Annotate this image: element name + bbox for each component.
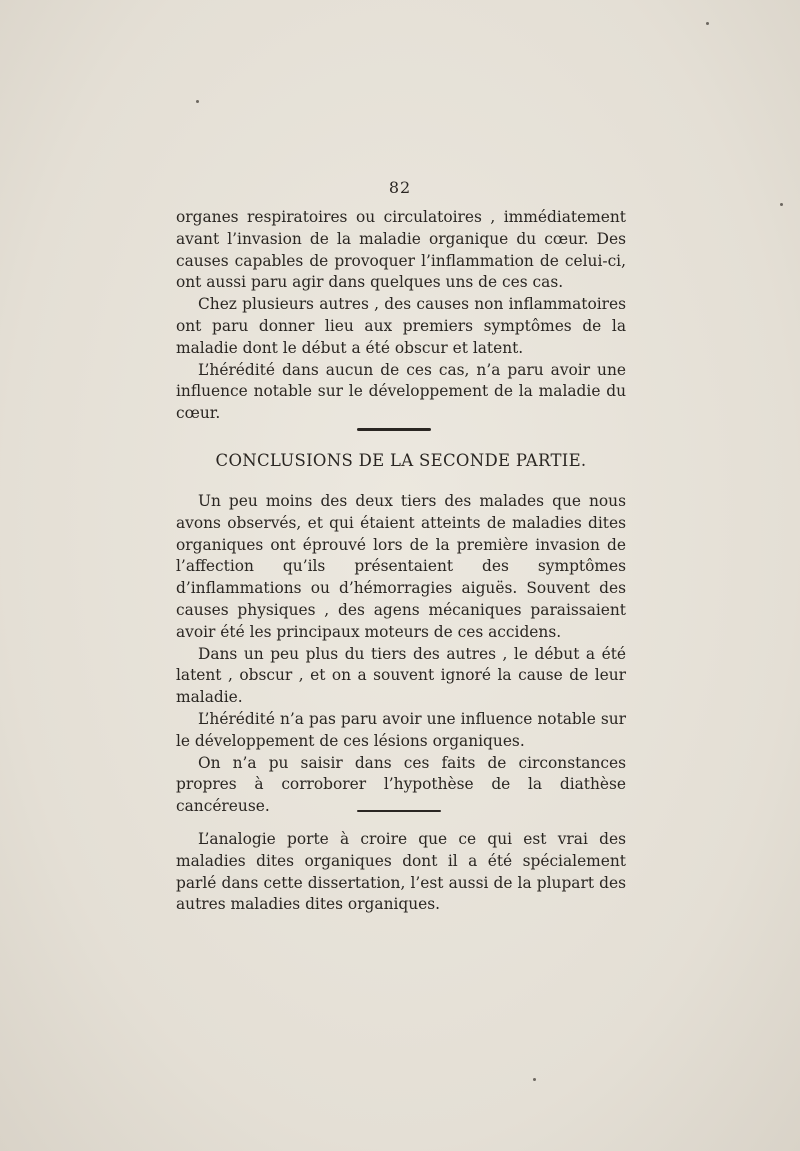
paragraph: L’analogie porte à croire que ce qui est vrai des maladies dites organiques dont il a été spécialement parlé dans cette dissertation, l’est aussi de la plupart des autres maladies dites organiques.: [176, 830, 626, 914]
paragraph: Un peu moins des deux tiers des malades que nous avons observés, et qui étaient atteints de maladies dites organiques ont éprouvé lors de la première invasion de l’affection qu’ils présentaient des symptômes d’inflammations ou d’hémorragies aiguës. Souvent des causes physiques , des agens mécaniques paraissaient avoir été les principaux moteurs de ces accidens.: [176, 492, 626, 641]
paragraph: Chez plusieurs autres , des causes non inflammatoires ont paru donner lieu aux premiers symptômes de la maladie dont le début a été obscur et latent.: [176, 295, 626, 357]
text-block-final: [176, 829, 626, 916]
paragraph: L’hérédité dans aucun de ces cas, n’a paru avoir une influence notable sur le développement de la maladie du cœur.: [176, 360, 626, 423]
section-divider: [357, 428, 431, 431]
text-block-continuation: [176, 207, 626, 425]
section-heading: CONCLUSIONS DE LA SECONDE PARTIE.: [215, 451, 587, 470]
paragraph: L’hérédité n’a pas paru avoir une influence notable sur le développement de ces lésions organiques.: [176, 709, 626, 750]
paper-speck: [196, 100, 199, 103]
paragraph: organes respiratoires ou circulatoires , immédiatement avant l’invasion de la maladie organique du cœur. Des causes capables de provoquer l’inflammation de celui-ci, ont aussi paru agir dans quelques uns de ces cas.: [176, 208, 626, 292]
paper-speck: [780, 203, 783, 206]
paper-speck: [533, 1078, 536, 1081]
page-number: 82: [388, 178, 412, 197]
paragraph: On n’a pu saisir dans ces faits de circonstances propres à corroborer l’hypothèse de la diathèse cancéreuse.: [176, 753, 626, 816]
section-divider: [357, 810, 441, 812]
paper-speck: [706, 22, 709, 25]
paragraph: Dans un peu plus du tiers des autres , le début a été latent , obscur , et on a souvent ignoré la cause de leur maladie.: [176, 644, 626, 707]
text-block-conclusions: [176, 491, 626, 818]
